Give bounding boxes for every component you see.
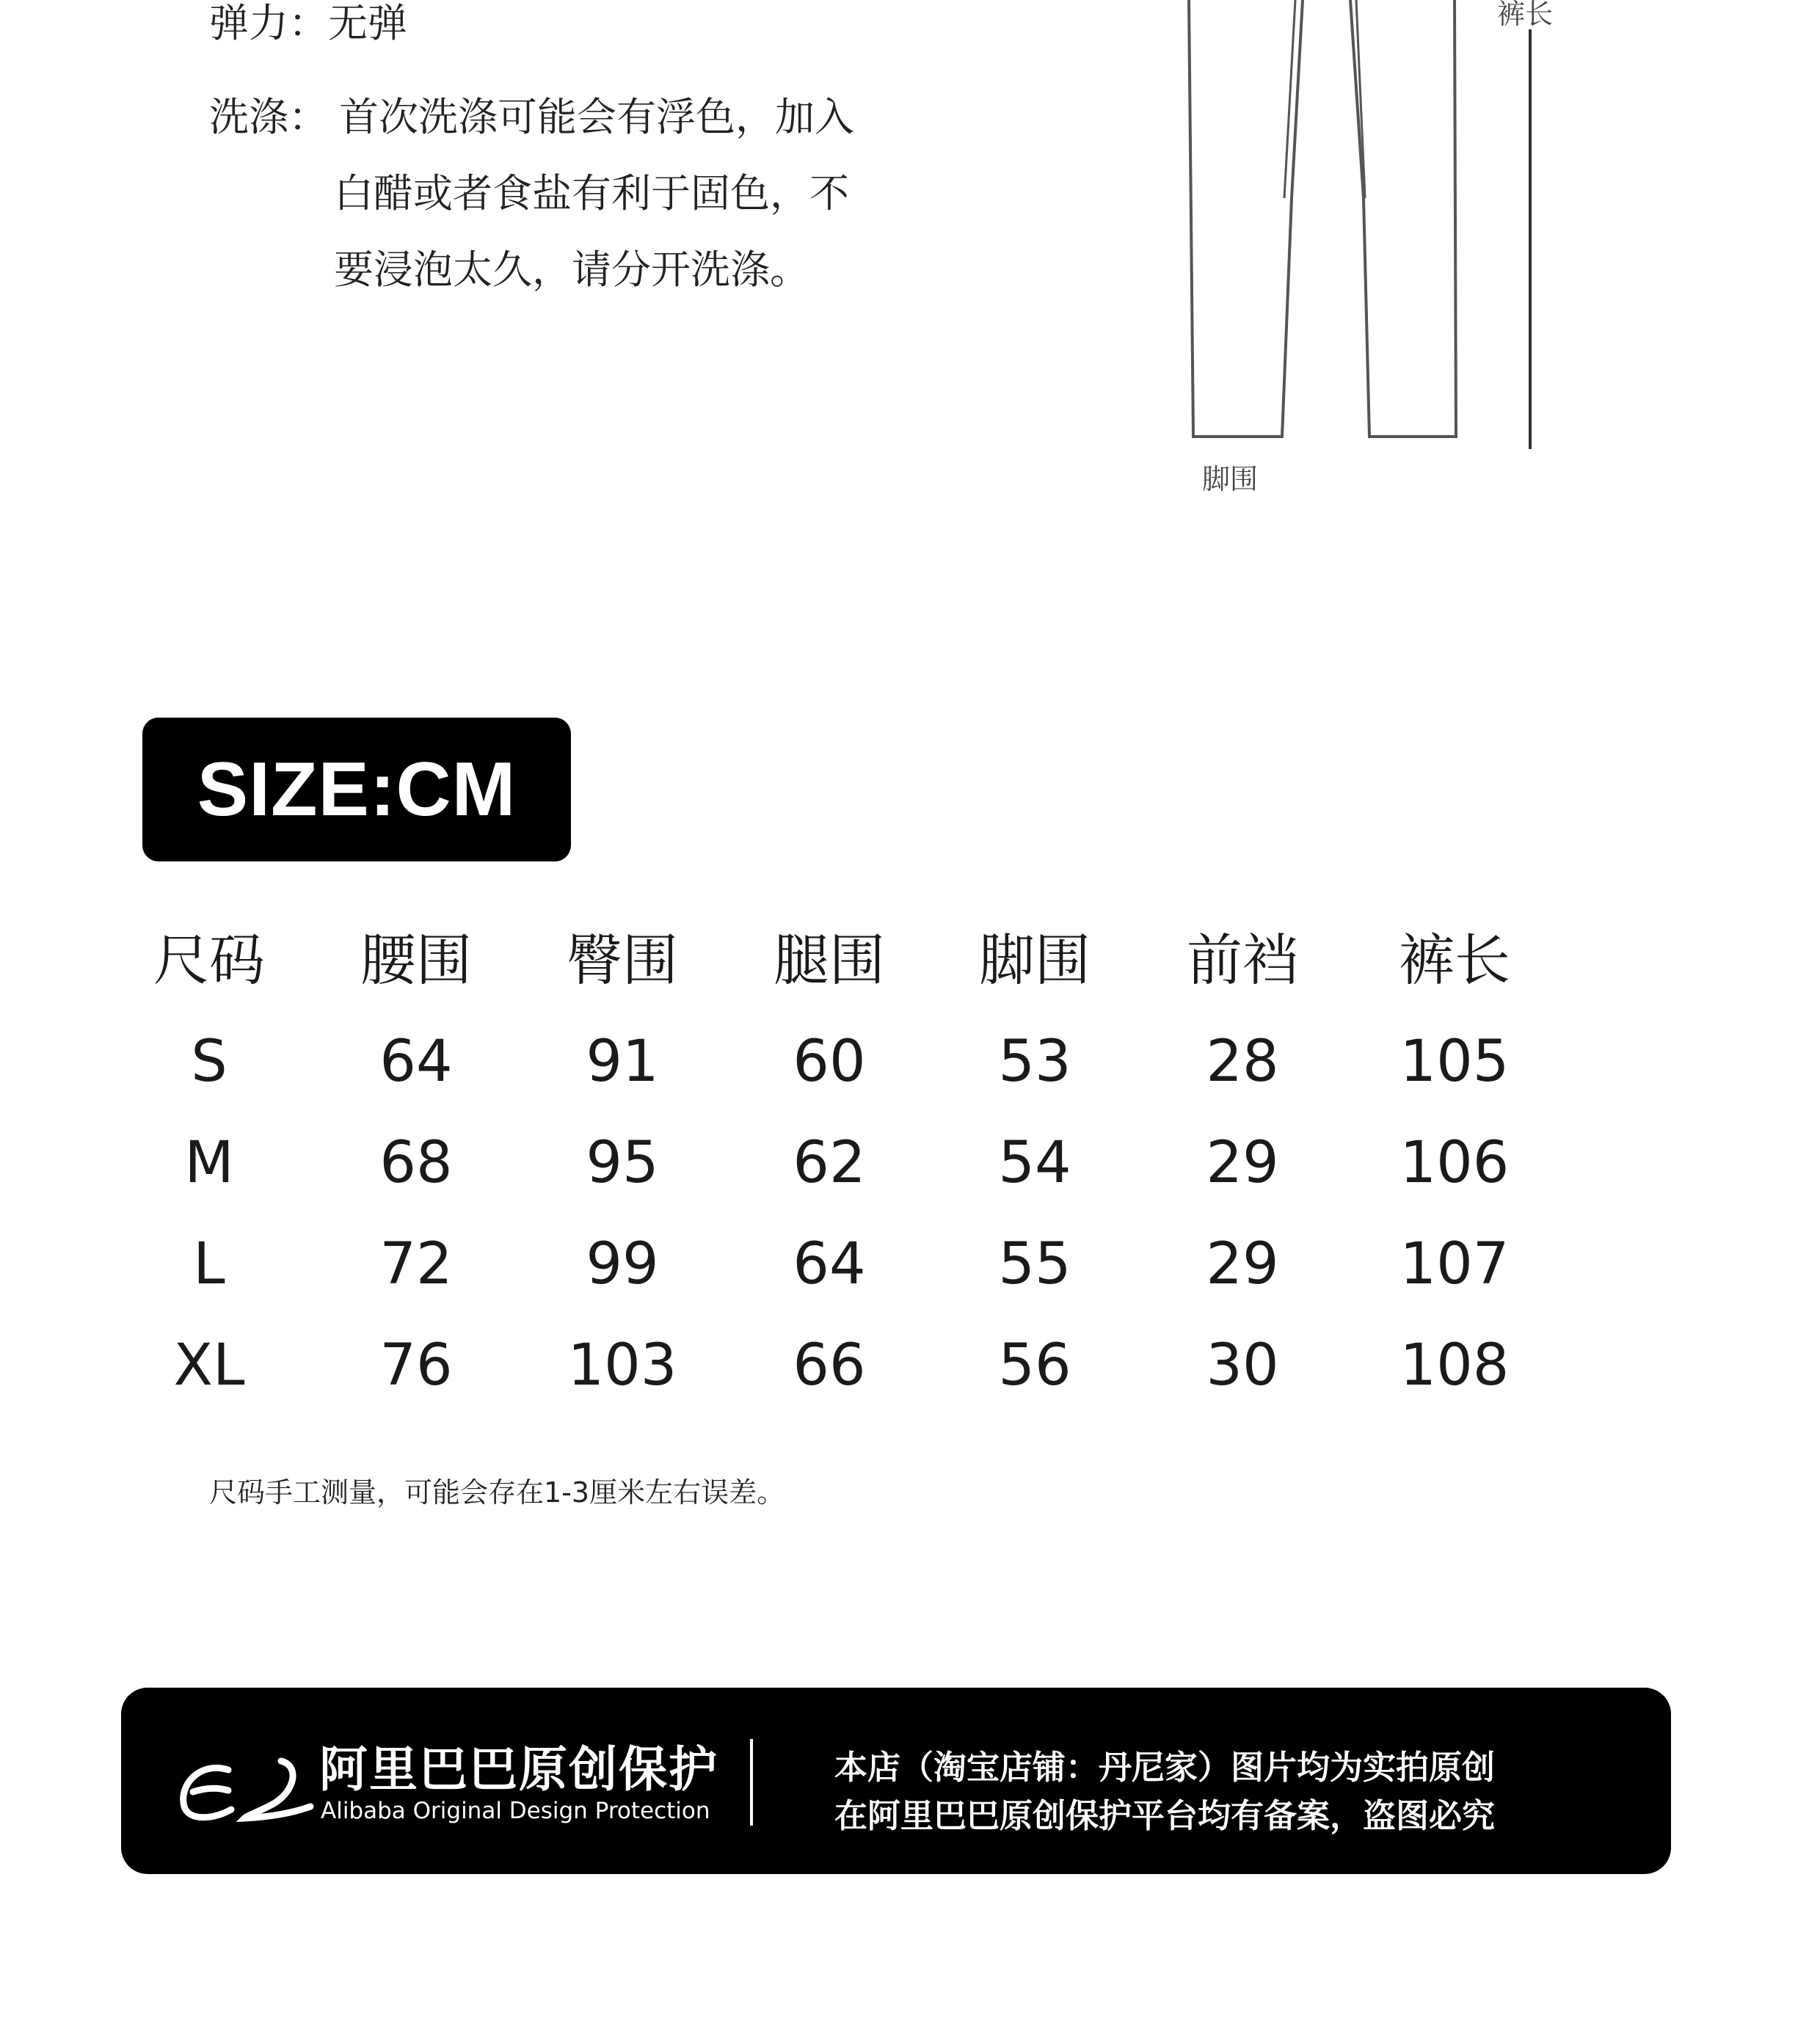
size-unit-label: SIZE:CM [197, 746, 517, 832]
spec-elastic-value: 无弹 [328, 0, 407, 46]
table-cell: 29 [1206, 1231, 1279, 1297]
table-header-cell: 腿围 [774, 927, 885, 993]
table-cell: 29 [1206, 1130, 1279, 1196]
table-cell: 64 [793, 1231, 866, 1297]
diagram-label-hem: 脚围 [1202, 463, 1259, 495]
diagram-label-length: 裤长 [1497, 0, 1554, 30]
table-cell: 72 [379, 1231, 453, 1297]
measurement-note: 尺码手工测量，可能会存在1-3厘米左右误差。 [209, 1476, 785, 1509]
table-row [161, 1112, 1644, 1214]
table-header-cell: 腰围 [360, 927, 472, 993]
size-unit-badge [142, 718, 571, 861]
table-cell: XL [173, 1333, 245, 1399]
table-cell: 76 [379, 1333, 453, 1399]
banner-title: 阿里巴巴原创保护 [319, 1741, 718, 1798]
table-cell: 108 [1399, 1333, 1510, 1399]
table-cell: 64 [379, 1029, 453, 1095]
table-cell: 66 [793, 1333, 866, 1399]
table-cell: L [193, 1231, 225, 1297]
alibaba-protection-banner [121, 1688, 1671, 1874]
table-cell: 28 [1206, 1029, 1279, 1095]
table-header-row [153, 910, 1644, 1011]
table-cell: 107 [1399, 1231, 1510, 1297]
table-row [161, 1011, 1644, 1112]
table-cell: 99 [586, 1231, 659, 1297]
table-cell: 106 [1399, 1130, 1510, 1196]
spec-wash-line-2: 白醋或者食盐有利于固色，不 [334, 170, 849, 216]
banner-notice-line-2: 在阿里巴巴原创保护平台均有备案，盗图必究 [834, 1796, 1496, 1835]
table-cell: 68 [379, 1130, 453, 1196]
table-cell: 55 [998, 1231, 1071, 1297]
banner-notice-line-1: 本店（淘宝店铺：丹尼家）图片均为实拍原创 [834, 1748, 1496, 1787]
table-cell: 91 [586, 1029, 659, 1095]
spec-wash-key: 洗涤： [209, 94, 328, 140]
table-cell: M [184, 1130, 234, 1196]
table-cell: 105 [1399, 1029, 1510, 1095]
table-header-cell: 脚围 [979, 927, 1091, 993]
table-cell: 30 [1206, 1333, 1279, 1399]
table-row [161, 1315, 1644, 1416]
spec-wash-line-1: 首次洗涤可能会有浮色，加入 [339, 94, 854, 140]
table-header-cell: 臀围 [567, 927, 678, 993]
pants-diagram [1167, 0, 1607, 514]
size-table [153, 910, 1644, 1416]
spec-wash-line-3: 要浸泡太久，请分开洗涤。 [334, 247, 809, 293]
table-cell: 62 [793, 1130, 866, 1196]
table-row [161, 1214, 1644, 1315]
table-header-cell: 前裆 [1187, 927, 1298, 993]
table-cell: 60 [793, 1029, 866, 1095]
pants-outline-icon [1167, 0, 1607, 514]
table-cell: 103 [567, 1333, 677, 1399]
table-cell: 95 [586, 1130, 659, 1196]
table-header-cell: 裤长 [1399, 927, 1510, 993]
table-cell: S [191, 1029, 228, 1095]
alibaba-logo-icon [171, 1739, 318, 1834]
banner-divider [750, 1739, 753, 1826]
table-header-cell: 尺码 [153, 927, 265, 993]
spec-elastic-key: 弹力： [209, 0, 328, 46]
table-cell: 54 [998, 1130, 1071, 1196]
table-cell: 53 [998, 1029, 1071, 1095]
table-cell: 56 [998, 1333, 1071, 1399]
banner-subtitle: Alibaba Original Design Protection [321, 1798, 710, 1824]
spec-elastic [209, 0, 407, 62]
